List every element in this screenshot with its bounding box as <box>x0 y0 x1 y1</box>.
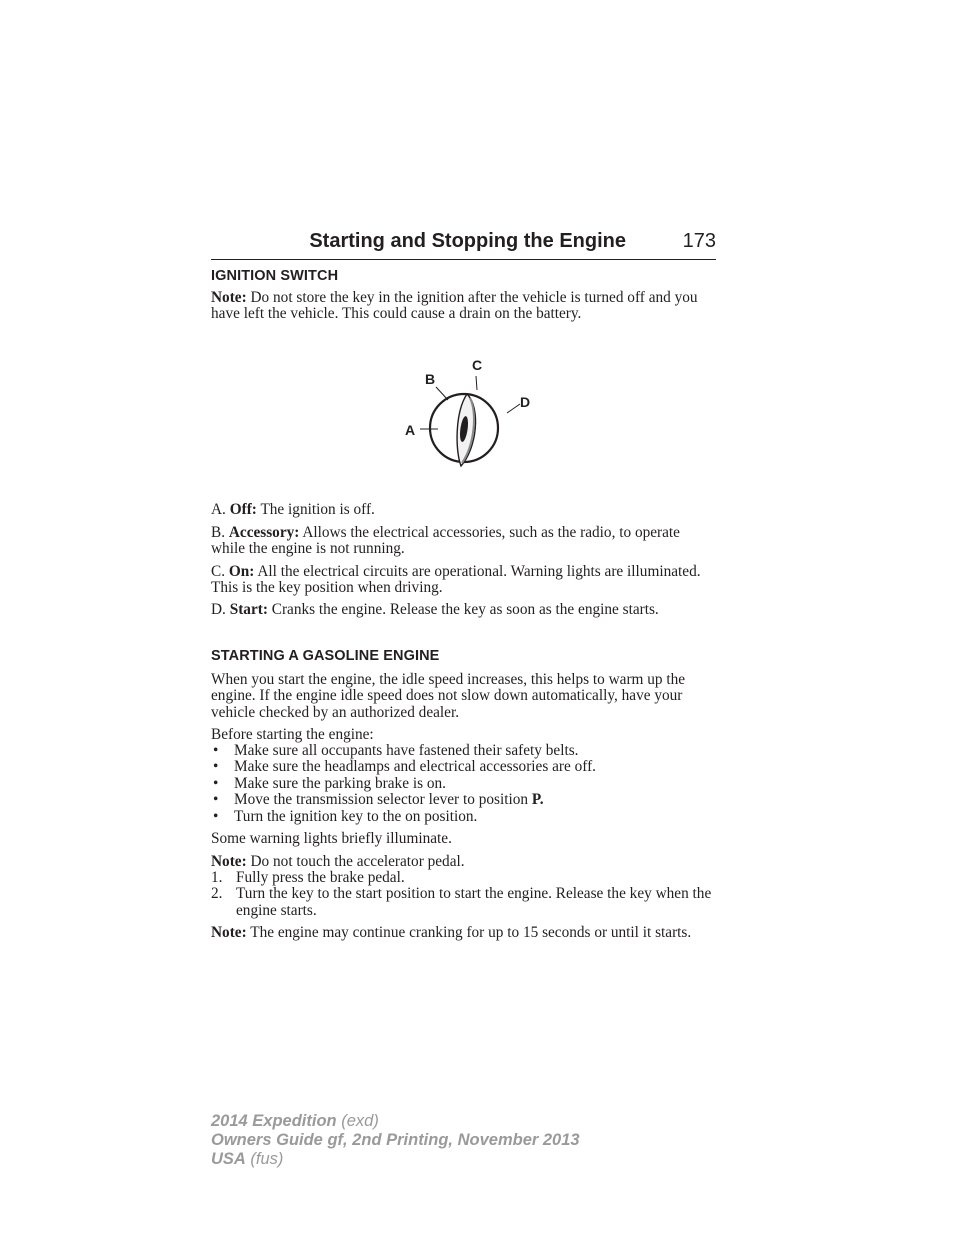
page-footer <box>211 1112 716 1169</box>
position-accessory: B. Accessory: Allows the electrical accessories, such as the radio, to operate while the engine is not running. <box>211 524 680 558</box>
leader-line-b <box>436 387 448 400</box>
start-steps <box>211 870 716 919</box>
page-number: 173 <box>682 230 716 252</box>
diagram-label-d: D <box>520 394 531 410</box>
gasoline-intro: When you start the engine, the idle speed increases, this helps to warm up the engine. If the engine idle speed does not slow down automatically, have your vehicle checked by an authorized dealer. <box>211 671 686 721</box>
list-item: • Move the transmission selector lever to position P. <box>213 791 544 809</box>
list-item: • Make sure all occupants have fastened their safety belts. <box>213 742 579 759</box>
bullet-icon: • <box>213 791 219 809</box>
position-on: C. On: All the electrical circuits are operational. Warning lights are illuminated. This is the key position when driving. <box>211 563 701 597</box>
step-item: 1. Fully press the brake pedal. <box>211 869 405 886</box>
page-header <box>211 229 716 260</box>
chapter-title: Starting and Stopping the Engine <box>309 230 626 252</box>
list-item: • Make sure the headlamps and electrical accessories are off. <box>213 758 596 776</box>
note-text: Do not store the key in the ignition after the vehicle is turned off and you have left the vehicle. This could cause a drain on the battery. <box>211 289 698 323</box>
list-item: • Make sure the parking brake is on. <box>213 774 446 792</box>
footer-model-line: 2014 Expedition (exd) <box>211 1112 379 1130</box>
step-item: 2. Turn the key to the start position to start the engine. Release the key when the engine starts. <box>211 885 712 919</box>
diagram-label-b: B <box>425 371 436 387</box>
warning-lights-text: Some warning lights briefly illuminate. <box>211 830 452 847</box>
accelerator-note: Note: Do not touch the accelerator pedal. <box>211 853 465 870</box>
diagram-label-c: C <box>472 357 483 373</box>
ignition-switch-heading: IGNITION SWITCH <box>211 268 339 284</box>
position-start: D. Start: Cranks the engine. Release the key as soon as the engine starts. <box>211 601 659 618</box>
ignition-switch-diagram <box>391 352 551 472</box>
leader-line-d <box>507 404 520 413</box>
bullet-icon: • <box>213 807 219 825</box>
bullet-icon: • <box>213 758 219 776</box>
gasoline-engine-heading: STARTING A GASOLINE ENGINE <box>211 648 440 664</box>
leader-line-c <box>476 376 477 390</box>
diagram-label-a: A <box>405 422 416 438</box>
footer-market-line: USA (fus) <box>211 1150 284 1168</box>
bullet-icon: • <box>213 742 219 759</box>
ignition-note <box>211 290 716 323</box>
bullet-icon: • <box>213 774 219 792</box>
footer-printing-line: Owners Guide gf, 2nd Printing, November 2013 <box>211 1131 580 1149</box>
note-label: Note: <box>211 289 247 306</box>
before-starting-text: Before starting the engine: <box>211 726 374 743</box>
position-off: A. Off: The ignition is off. <box>211 501 375 518</box>
cranking-note: Note: The engine may continue cranking for up to 15 seconds or until it starts. <box>211 924 692 941</box>
list-item: • Turn the ignition key to the on position. <box>213 807 478 825</box>
pre-start-checklist <box>211 743 716 825</box>
